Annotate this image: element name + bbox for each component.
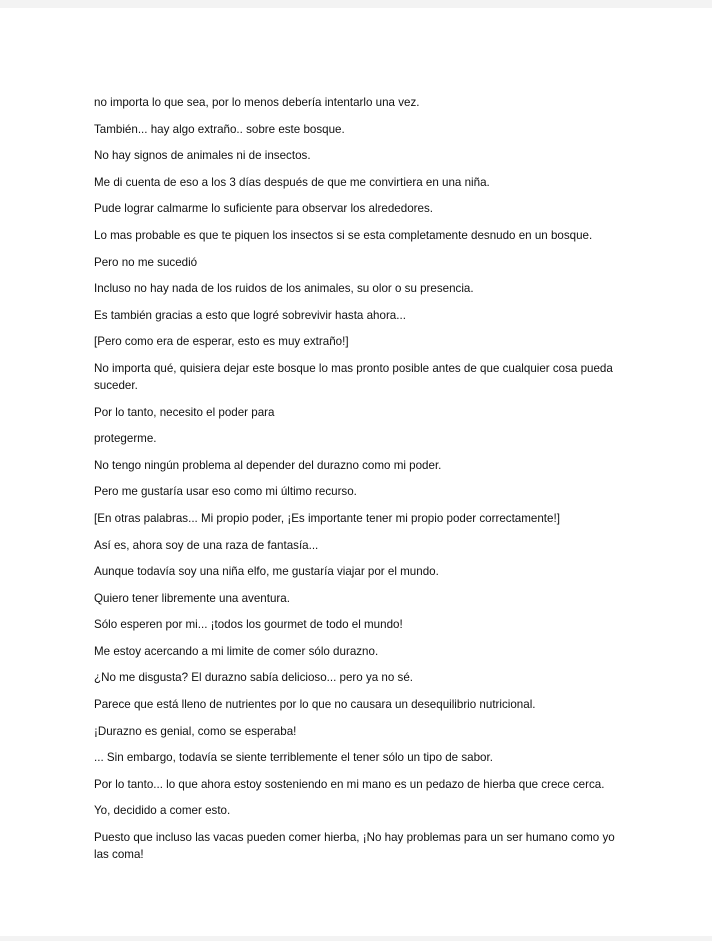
paragraph: Pero me gustaría usar eso como mi último recurso. [94, 485, 357, 499]
paragraph: No tengo ningún problema al depender del durazno como mi poder. [94, 458, 442, 472]
paragraph: Por lo tanto, necesito el poder para [94, 405, 275, 419]
paragraph: no importa lo que sea, por lo menos debería intentarlo una vez. [94, 96, 420, 109]
paragraph: Me estoy acercando a mi limite de comer sólo durazno. [94, 644, 379, 658]
paragraph: protegerme. [94, 432, 157, 446]
paragraph: Yo, decidido a comer esto. [94, 804, 231, 818]
paragraph: También... hay algo extraño.. sobre este bosque. [94, 122, 345, 136]
paragraph: Pude lograr calmarme lo suficiente para observar los alrededores. [94, 202, 433, 216]
paragraph: Aunque todavía soy una niña elfo, me gustaría viajar por el mundo. [94, 565, 439, 579]
paragraph: Quiero tener libremente una aventura. [94, 591, 290, 605]
paragraph: Puesto que incluso las vacas pueden comer hierba, ¡No hay problemas para un ser humano como yo las coma! [94, 831, 615, 862]
paragraph: Sólo esperen por mi... ¡todos los gourmet de todo el mundo! [94, 618, 403, 632]
document-page [0, 8, 712, 936]
paragraph: Por lo tanto... lo que ahora estoy sosteniendo en mi mano es un pedazo de hierba que crece cerca. [94, 777, 605, 791]
paragraph: Parece que está lleno de nutrientes por lo que no causara un desequilibrio nutricional. [94, 698, 536, 712]
paragraph: Lo mas probable es que te piquen los insectos si se esta completamente desnudo en un bosque. [94, 228, 593, 242]
paragraph: ... Sin embargo, todavía se siente terriblemente el tener sólo un tipo de sabor. [94, 751, 493, 765]
document-body [94, 94, 624, 873]
paragraph: Así es, ahora soy de una raza de fantasía... [94, 538, 319, 552]
paragraph: No hay signos de animales ni de insectos. [94, 149, 311, 163]
paragraph: [Pero como era de esperar, esto es muy extraño!] [94, 335, 349, 349]
paragraph: No importa qué, quisiera dejar este bosque lo mas pronto posible antes de que cualquier cosa pueda suceder. [94, 361, 613, 392]
paragraph: ¿No me disgusta? El durazno sabía delicioso... pero ya no sé. [94, 671, 414, 685]
paragraph: Es también gracias a esto que logré sobrevivir hasta ahora... [94, 308, 406, 322]
paragraph: Pero no me sucedió [94, 255, 198, 269]
paragraph: Me di cuenta de eso a los 3 días después de que me convirtiera en una niña. [94, 175, 490, 189]
paragraph: [En otras palabras... Mi propio poder, ¡Es importante tener mi propio poder correctamente!] [94, 511, 560, 525]
paragraph: ¡Durazno es genial, como se esperaba! [94, 724, 297, 738]
paragraph: Incluso no hay nada de los ruidos de los animales, su olor o su presencia. [94, 282, 474, 296]
